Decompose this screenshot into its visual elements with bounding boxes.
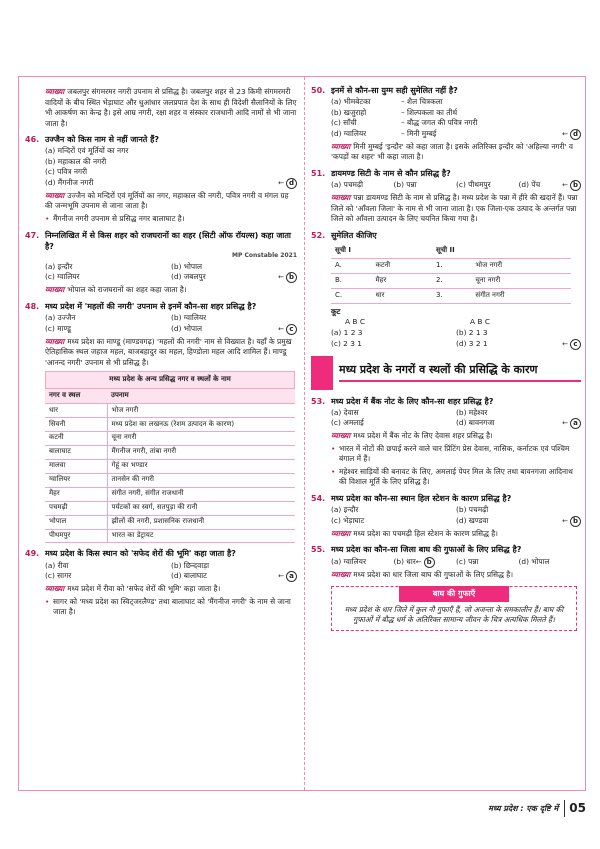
list-1-header: सूची I [331, 244, 432, 258]
kut-label: कूट [331, 306, 341, 316]
question-49 [25, 548, 297, 617]
page-footer [488, 800, 586, 817]
question-47 [25, 230, 297, 296]
option-a: (a) इन्दौर [331, 505, 359, 515]
question-number: 54. [311, 493, 326, 503]
question-number: 50. [311, 86, 326, 95]
question-text: मध्य प्रदेश में 'महलों की नगरी' उपनाम से इनमें कौन-सा शहर प्रसिद्ध है? [45, 301, 257, 311]
match-cell: भोज नगरी [471, 259, 571, 274]
option-a: (a) ग्वालियर [331, 556, 366, 566]
nickname-cell: मैंगनीज नगरी, तांबा नगरी [107, 445, 295, 459]
pair-right: – बौद्ध जगत की पवित्र नगरी [401, 118, 478, 128]
option-d: (d) पेंच [518, 180, 541, 190]
question-text: मध्य प्रदेश के किस स्थान को 'सफेद शेरों की भूमि' कहा जाता है? [45, 549, 236, 559]
table-row [45, 515, 295, 529]
section-header [311, 356, 581, 390]
question-number: 51. [311, 168, 326, 178]
option-d: (d) बावनगजा [456, 418, 495, 428]
question-text: सुमेलित कीजिए [331, 230, 377, 240]
explanation-label: व्याख्या [331, 141, 351, 151]
match-cell: 3. [432, 289, 471, 304]
question-text: मध्य प्रदेश का कौन-सा जिला बाघ की गुफाओं के लिए प्रसिद्ध है? [331, 545, 522, 555]
table-row [45, 487, 295, 501]
option-d: (d) भोपाल [518, 556, 550, 566]
option-c: (c) सागर [45, 571, 72, 581]
option-d: (d) बालाघाट [171, 571, 207, 581]
explanation-text: मध्य प्रदेश का धार जिला बाघ की गुफाओं के लिए प्रसिद्ध है। [353, 569, 513, 579]
pair-left: (d) ग्वालियर [331, 128, 367, 138]
question-text: डायमण्ड सिटी के नाम से कौन प्रसिद्ध है? [331, 168, 451, 178]
answer-badge: a [286, 571, 297, 582]
page-frame [18, 76, 586, 791]
explanation-label: व्याख्या [331, 569, 351, 579]
match-cell: मैहर [372, 274, 433, 289]
pair-left: (c) साँची [331, 118, 357, 128]
intro-explanation [25, 87, 297, 129]
explanation-text: भोपाल को राजघरानों का शहर कहा जाता है। [67, 285, 187, 295]
option-b: (b) छिन्दवाड़ा [171, 560, 210, 570]
answer-arrow-icon: ← [562, 419, 568, 428]
question-text: मध्य प्रदेश का कौन-सा स्थान हिल स्टेशन के कारण प्रसिद्ध है? [331, 493, 512, 503]
section-accent-bar [311, 356, 333, 390]
match-cell: चूना नगरी [471, 274, 571, 289]
match-cell: 1. [432, 259, 471, 274]
option-c: (c) पीथमपुर [456, 180, 491, 190]
answer-arrow-icon: ← [278, 572, 284, 581]
question-text: निम्नलिखित में से किस शहर को राजघरानों का शहर (सिटी ऑफ रॉयल्स) कहा जाता है? [45, 230, 292, 251]
option-a: (a) देवास [331, 407, 359, 417]
city-cell: मैहर [45, 487, 107, 501]
pair-left: (b) खजुराहो [331, 107, 367, 117]
question-54 [311, 493, 581, 539]
answer-badge: d [570, 129, 581, 140]
question-52 [311, 230, 581, 350]
option-c: (c) पवित्र नगरी [45, 167, 88, 177]
question-51 [311, 168, 581, 225]
explanation-label: व्याख्या [45, 87, 65, 96]
info-box-text: मध्य प्रदेश के धार जिले में कुल नौ गुफाएँ हैं, जो अजन्ता के समकालीन हैं। बाघ की गुफाओं में बौद्ध धर्म के अतिरिक्त सामान्य जीवन के चित्र अत्यधिक मिलते हैं। [344, 604, 564, 625]
bullet-note: • महेश्वर साड़ियों की बनावट के लिए, अमलाई पेपर मिल के लिए तथा बावनगजा आदिनाथ की विशाल मूर्ति के लिए प्रसिद्ध है। [311, 467, 581, 488]
option-b: (b) महाकाल की नगरी [45, 156, 107, 166]
option-b: (b) 2 1 3 [456, 327, 488, 337]
question-55 [311, 544, 581, 580]
explanation-label: व्याख्या [45, 285, 65, 295]
match-row [331, 274, 571, 289]
answer-arrow-icon: ← [278, 178, 284, 187]
question-46 [25, 134, 297, 224]
question-number: 48. [25, 301, 40, 311]
nickname-cell: भारत का डेट्रायट [107, 529, 295, 543]
option-a: (a) उज्जैन [45, 313, 76, 323]
pair-right: – मिनी मुम्बई [401, 128, 437, 138]
pair-left: (a) भीमबेटका [331, 97, 371, 107]
nickname-cell: भोज नगरी [107, 404, 295, 418]
table-header-nickname: उपनाम [107, 389, 295, 403]
page-number: 05 [564, 800, 586, 817]
table-row [45, 501, 295, 515]
question-text: मध्य प्रदेश में बैंक नोट के लिए कौन-सा शहर प्रसिद्ध है? [331, 396, 494, 406]
table-row [45, 473, 295, 487]
match-cell: 2. [432, 274, 471, 289]
right-column [311, 85, 581, 631]
option-c: (c) ग्वालियर [45, 272, 80, 282]
question-53 [311, 396, 581, 488]
abc-header: A B C [470, 317, 490, 327]
explanation-text: मिनी मुम्बई 'इन्दौर' को कहा जाता है। इसके अतिरिक्त इन्दौर को 'अहिल्या नगरी' व 'कपड़ों का शहर' भी कहा जाता है। [331, 141, 574, 162]
explanation-text: मध्य प्रदेश का माण्डू (माण्डवगढ़) 'महलों की नगरी' नाम से विख्यात है। यहाँ के प्रमुख ऐतिहासिक स्थल जहाज महल, बाजबहादुर का महल, हिण्डोला महल आदि शामिल हैं। माण्डू 'आनन्द नगरी' उपनाम से भी प्रसिद्ध है। [45, 336, 292, 367]
question-number: 46. [25, 135, 40, 145]
table-caption: मध्य प्रदेश के अन्य प्रसिद्ध नगर व स्थलों के नाम [45, 371, 295, 389]
question-48 [25, 301, 297, 544]
info-box-bagh-caves [331, 586, 577, 630]
bullet-note: • सागर को 'मध्य प्रदेश का स्विट्जरलैण्ड' तथा बालाघाट को 'मैंगनीज नगरी' के नाम से जाना जाता है। [25, 597, 297, 618]
abc-header: A B C [345, 317, 365, 327]
option-d: (d) भोपाल [171, 323, 203, 333]
match-cell: A. [331, 259, 372, 274]
explanation-text: मध्य प्रदेश में बैंक नोट के लिए देवास शहर प्रसिद्ध है। [353, 431, 493, 441]
match-cell: B. [331, 274, 372, 289]
city-cell: ग्वालियर [45, 473, 107, 487]
answer-badge: b [570, 516, 581, 527]
explanation-text: मध्य प्रदेश का पचमढ़ी हिल स्टेशन के कारण प्रसिद्ध है। [353, 528, 498, 538]
option-a: (a) पचमढ़ी [331, 180, 364, 190]
option-b: (b) भोपाल [171, 261, 203, 271]
match-row [331, 289, 571, 304]
explanation-label: व्याख्या [331, 193, 351, 203]
option-c: (c) माण्डू [45, 323, 71, 333]
exam-source: MP Constable 2021 [232, 252, 297, 260]
explanation-label: व्याख्या [331, 431, 351, 441]
nickname-cell: चूना नगरी [107, 431, 295, 445]
answer-arrow-icon: ← [415, 557, 422, 566]
city-cell: पीथमपुर [45, 529, 107, 543]
option-c: (c) अमलाई [331, 418, 364, 428]
explanation-text: मध्य प्रदेश में रीवा को 'सफेद शेरों की भूमि' कहा जाता है। [67, 584, 221, 594]
explanation-label: व्याख्या [45, 584, 65, 594]
question-number: 47. [25, 230, 40, 240]
city-cell: मालवा [45, 459, 107, 473]
city-cell: सिवनी [45, 418, 107, 432]
option-c: (c) पन्ना [456, 556, 479, 566]
pair-right: – शैल चित्रकला [401, 97, 443, 107]
nickname-cell: झीलों की नगरी, प्रशासनिक राजधानी [107, 515, 295, 529]
nickname-cell: गेहूं का भण्डार [107, 459, 295, 473]
nickname-cell: तानसेन की नगरी [107, 473, 295, 487]
footer-title: मध्य प्रदेश : एक दृष्टि में [488, 803, 559, 813]
option-d: (d) जबलपुर [171, 272, 206, 282]
nickname-cell: संगीत नगरी, संगीत राजधानी [107, 487, 295, 501]
city-cell: बालाघाट [45, 445, 107, 459]
option-a: (a) मन्दिरों एवं मूर्तियों का नगर [45, 146, 129, 156]
city-cell: पचमढ़ी [45, 501, 107, 515]
answer-arrow-icon: ← [562, 516, 568, 525]
left-column [25, 85, 297, 623]
match-cell: C. [331, 289, 372, 304]
match-cell: संगीत नगरी [471, 289, 571, 304]
option-b: (b) महेश्वर [456, 407, 488, 417]
answer-badge: a [570, 418, 581, 429]
question-text: इनमें से कौन-सा युग्म सही सुमेलित नहीं है? [331, 86, 458, 95]
explanation-text: पन्ना डायमण्ड सिटी के नाम से प्रसिद्ध है। मध्य प्रदेश के पन्ना में हीरे की खदानें हैं। पन्ना जिले को 'आँवला जिला' के नाम से भी जाना जाता है। एक जिला-एक उत्पाद के अन्तर्गत पन्ना जिले को आँवला उत्पादन के लिए चयनित किया गया है। [331, 193, 578, 224]
answer-badge: c [570, 339, 581, 350]
match-cell: कटनी [372, 259, 433, 274]
option-b: (b) ग्वालियर [171, 313, 207, 323]
column-divider [304, 77, 305, 790]
match-cell: धार [372, 289, 433, 304]
question-50 [311, 85, 581, 163]
section-title: मध्य प्रदेश के नगरों व स्थलों की प्रसिद्धि के कारण [339, 363, 581, 381]
nickname-cell: पर्यटकों का स्वर्ग, सतपुड़ा की रानी [107, 501, 295, 515]
table-body [45, 404, 295, 543]
option-a: (a) 1 2 3 [331, 327, 363, 337]
city-cell: धार [45, 404, 107, 418]
option-b: (b) पचमढ़ी [456, 505, 489, 515]
pair-right: – शिल्पकला का तीर्थ [401, 107, 458, 117]
answer-badge: b [424, 557, 435, 568]
question-text: उज्जैन को किस नाम से नहीं जानते हैं? [45, 135, 160, 145]
option-a: (a) रीवा [45, 560, 69, 570]
answer-badge: c [286, 324, 297, 335]
option-c: (c) भेड़ाघाट [331, 515, 365, 525]
answer-arrow-icon: ← [562, 181, 568, 190]
city-cell: भोपाल [45, 515, 107, 529]
table-row [45, 459, 295, 473]
option-b: (b) पन्ना [393, 180, 417, 190]
list-2-header: सूची II [432, 244, 571, 258]
bullet-note: • भारत में नोटों की छपाई करने वाले चार प्रिंटिंग प्रेस देवास, नासिक, कर्नाटक एवं पश्चिम बंगाल में हैं। [311, 444, 581, 465]
explanation-label: व्याख्या [45, 190, 65, 200]
explanation-label: व्याख्या [45, 336, 65, 346]
match-table [331, 244, 571, 304]
answer-badge: d [286, 178, 297, 189]
table-row [45, 404, 295, 418]
question-number: 52. [311, 230, 326, 240]
answer-badge: b [286, 272, 297, 283]
explanation-label: व्याख्या [331, 528, 351, 538]
question-number: 49. [25, 549, 40, 559]
nickname-cell: मध्य प्रदेश का लखनऊ (रेशम उत्पादन के कारण) [107, 418, 295, 432]
explanation-text: उज्जैन को मन्दिरों एवं मूर्तियों का नगर, महाकाल की नगरी, पवित्र नगरी व मंगल ग्रह की जन्मभूमि उपनाम से जाना जाता है। [45, 190, 289, 211]
option-d: (d) 3 2 1 [456, 338, 488, 348]
table-row [45, 418, 295, 432]
answer-arrow-icon: ← [562, 129, 568, 138]
bullet-note: • मैंगनीज नगरी उपनाम से प्रसिद्ध नगर बालाघाट है। [25, 214, 297, 225]
city-nickname-table [45, 371, 295, 543]
option-c: (c) 2 3 1 [331, 338, 362, 348]
city-cell: कटनी [45, 431, 107, 445]
answer-arrow-icon: ← [562, 339, 568, 348]
question-number: 55. [311, 545, 326, 555]
question-number: 53. [311, 396, 326, 406]
option-a: (a) इन्दौर [45, 261, 73, 271]
table-header-city: नगर व स्थल [45, 389, 107, 403]
answer-arrow-icon: ← [278, 273, 284, 282]
match-row [331, 259, 571, 274]
info-box-title: बाघ की गुफाएँ [399, 586, 509, 601]
table-row [45, 529, 295, 543]
table-row [45, 445, 295, 459]
answer-arrow-icon: ← [278, 324, 284, 333]
answer-badge: b [570, 180, 581, 191]
option-d: (d) मैंगनीज नगरी [45, 177, 94, 187]
option-d: (d) खण्डवा [456, 515, 489, 525]
table-row [45, 431, 295, 445]
option-b: (b) धार [393, 556, 416, 566]
explanation-text: जबलपुर संगमरमर नगरी उपनाम से प्रसिद्ध है। जबलपुर शहर से 23 किमी संगमरमरी वादियों के बीच स्थित भेड़ाघाट और धुआंधार जलप्रपात देश के साथ ही विदेशी सैलानियों के लिए भी आकर्षण का केन्द्र है। इसे आम्र नगरी, रक्षा शहर व संस्कार राजधानी आदि नामों से भी जाना जाता है। [45, 87, 297, 128]
